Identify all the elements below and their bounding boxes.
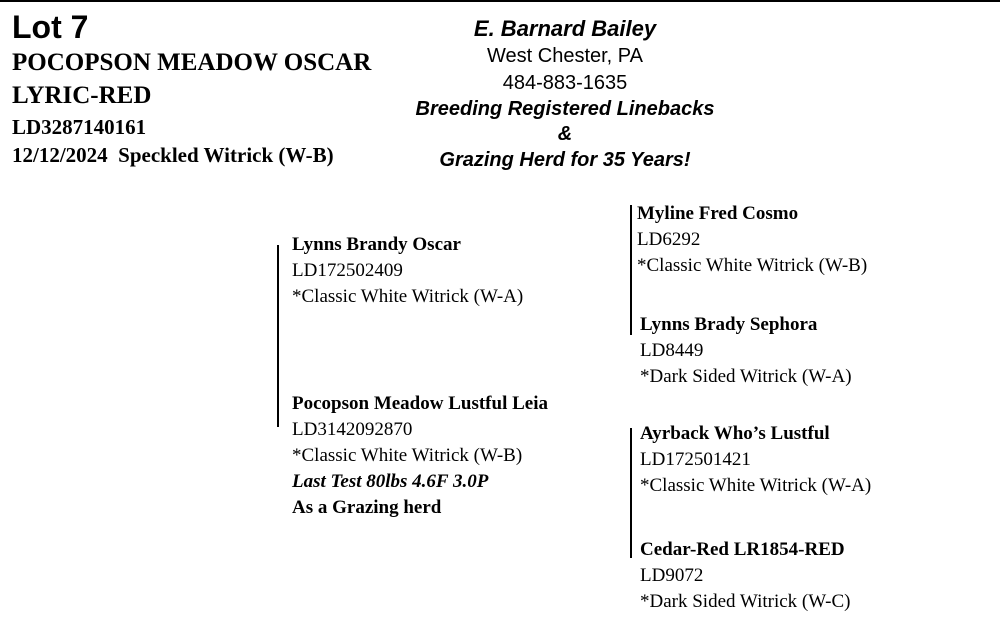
animal-birth-color xyxy=(12,142,334,168)
breeder-phone: 484-883-1635 xyxy=(502,72,628,94)
dam-block xyxy=(292,391,548,521)
dam-note: As a Grazing herd xyxy=(292,497,442,518)
sire-sire-registration: LD6292 xyxy=(637,229,701,250)
breeder-tagline-1: Breeding Registered Linebacks xyxy=(415,98,715,120)
animal-variety: LYRIC-RED xyxy=(12,82,152,109)
sire-grandparents-connector-line xyxy=(630,205,632,335)
top-rule xyxy=(0,0,1000,2)
dam-sire-color: *Classic White Witrick (W-A) xyxy=(640,475,872,496)
dam-sire-block xyxy=(640,421,871,499)
sire-dam-name: Lynns Brady Sephora xyxy=(640,314,818,335)
sire-sire-block xyxy=(637,201,867,279)
dam-sire-registration: LD172501421 xyxy=(640,449,751,470)
sire-dam-color: *Dark Sided Witrick (W-A) xyxy=(640,366,852,387)
sire-block xyxy=(292,232,523,310)
animal-color: Speckled Witrick (W-B) xyxy=(118,143,334,167)
animal-registration: LD3287140161 xyxy=(12,115,147,139)
breeder-name: E. Barnard Bailey xyxy=(473,16,657,41)
dam-test-record: Last Test 80lbs 4.6F 3.0P xyxy=(292,471,489,492)
animal-dob: 12/12/2024 xyxy=(12,143,108,167)
breeder-location: West Chester, PA xyxy=(487,45,643,67)
dam-dam-registration: LD9072 xyxy=(640,565,704,586)
sire-name: Lynns Brandy Oscar xyxy=(292,234,461,255)
dam-name: Pocopson Meadow Lustful Leia xyxy=(292,393,548,414)
sire-registration: LD172502409 xyxy=(292,260,403,281)
sire-color: *Classic White Witrick (W-A) xyxy=(292,286,524,307)
breeder-tagline-2: Grazing Herd for 35 Years! xyxy=(439,149,691,171)
parents-connector-line xyxy=(277,245,279,427)
dam-registration: LD3142092870 xyxy=(292,419,413,440)
sire-dam-block xyxy=(640,312,852,390)
lot-number: Lot 7 xyxy=(12,9,89,45)
sire-sire-name: Myline Fred Cosmo xyxy=(637,203,799,224)
breeder-ampersand: & xyxy=(557,123,573,145)
sire-sire-color: *Classic White Witrick (W-B) xyxy=(637,255,868,276)
dam-color: *Classic White Witrick (W-B) xyxy=(292,445,523,466)
dam-sire-name: Ayrback Who’s Lustful xyxy=(640,423,830,444)
dam-dam-name: Cedar-Red LR1854-RED xyxy=(640,539,845,560)
animal-name: POCOPSON MEADOW OSCAR xyxy=(12,49,372,76)
dam-grandparents-connector-line xyxy=(630,428,632,558)
dam-dam-color: *Dark Sided Witrick (W-C) xyxy=(640,591,851,612)
sire-dam-registration: LD8449 xyxy=(640,340,704,361)
dam-dam-block xyxy=(640,537,850,615)
